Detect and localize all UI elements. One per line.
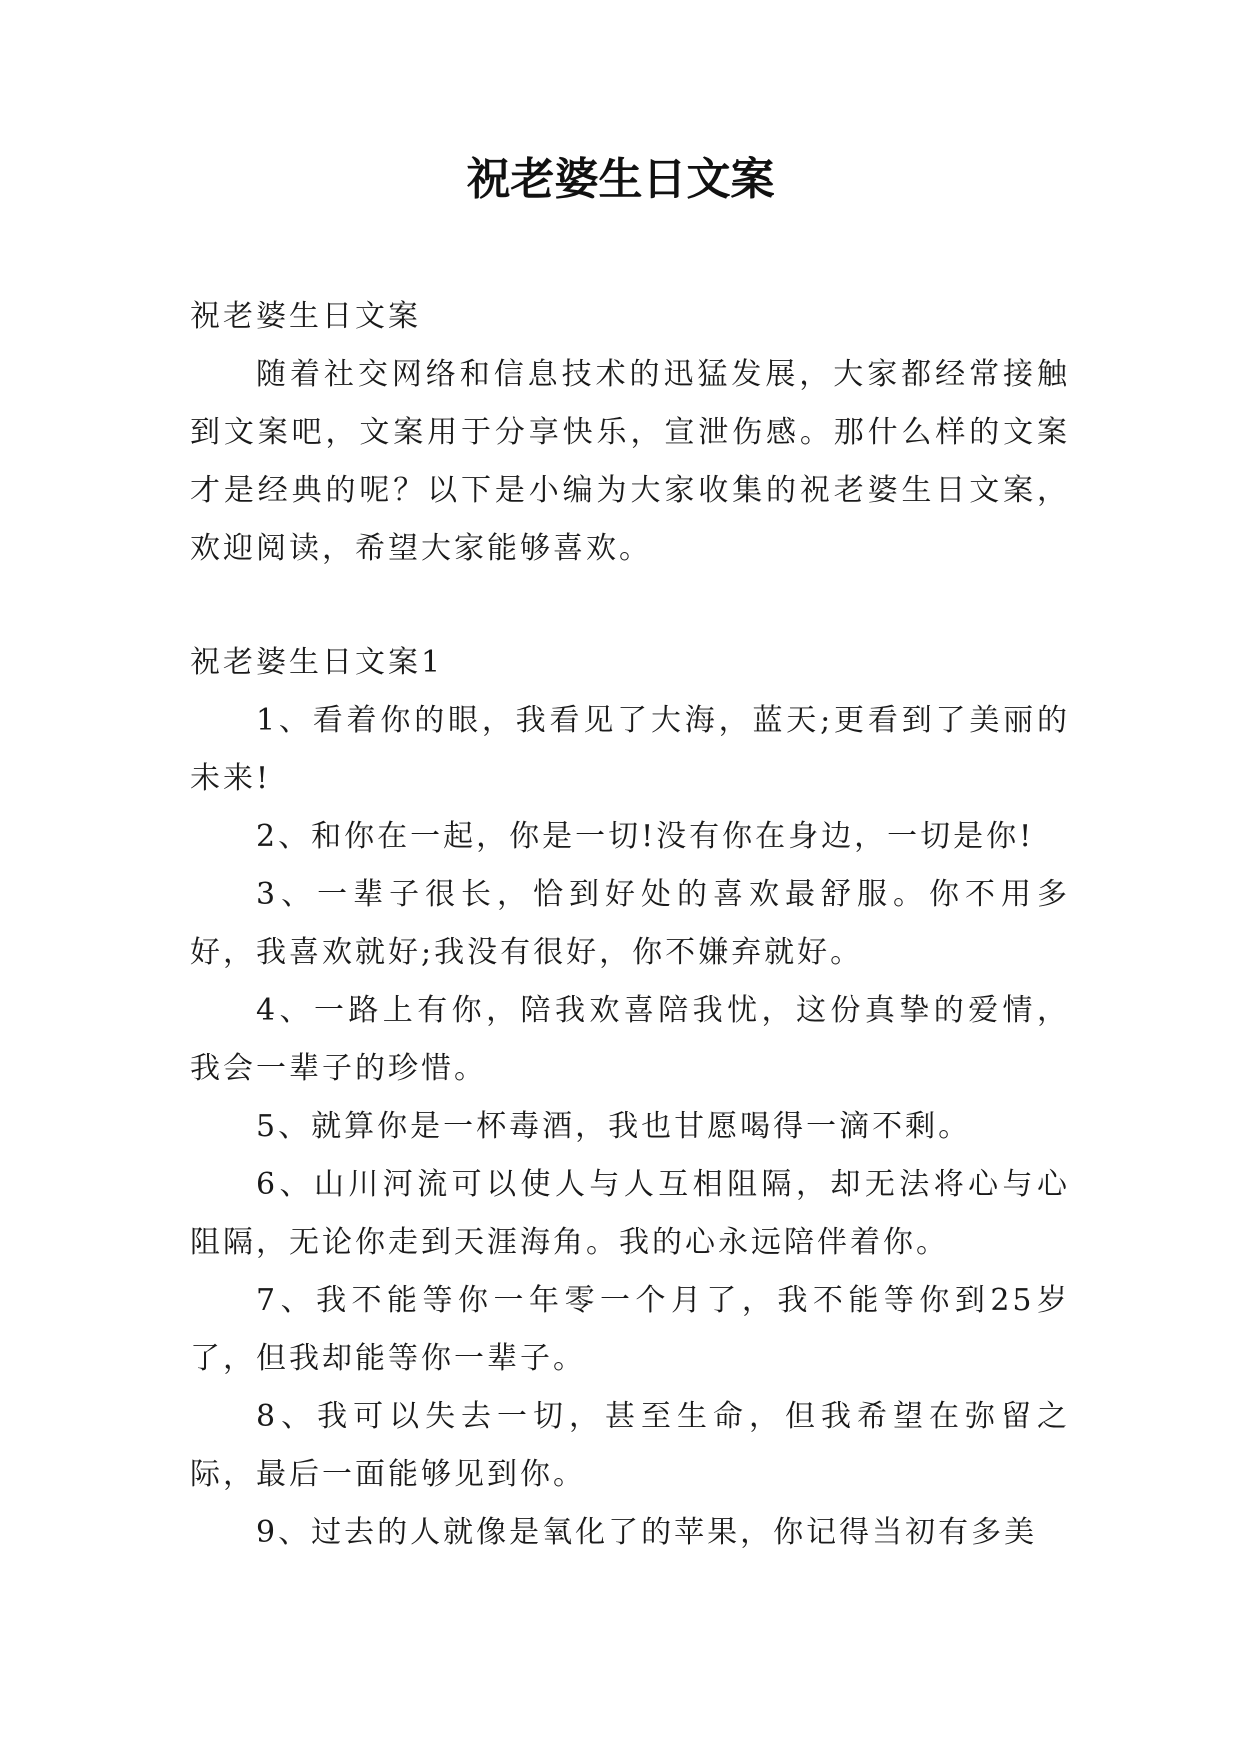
list-item: 7、我不能等你一年零一个月了，我不能等你到25岁了，但我却能等你一辈子。 <box>190 1283 1070 1376</box>
list-item: 5、就算你是一杯毒酒，我也甘愿喝得一滴不剩。 <box>256 1109 972 1144</box>
list-item: 1、看着你的眼，我看见了大海，蓝天;更看到了美丽的未来! <box>190 703 1070 796</box>
list-item: 8、我可以失去一切，甚至生命，但我希望在弥留之际，最后一面能够见到你。 <box>190 1399 1070 1492</box>
list-item: 6、山川河流可以使人与人互相阻隔，却无法将心与心阻隔，无论你走到天涯海角。我的心永远陪伴着你。 <box>190 1167 1070 1260</box>
list-item: 2、和你在一起，你是一切!没有你在身边，一切是你! <box>256 819 1035 854</box>
intro-heading: 祝老婆生日文案 <box>190 299 421 334</box>
list-item: 9、过去的人就像是氧化了的苹果，你记得当初有多美 <box>256 1515 1038 1550</box>
document-body <box>190 288 1070 1562</box>
intro-paragraph: 随着社交网络和信息技术的迅猛发展，大家都经常接触到文案吧，文案用于分享快乐，宣泄伤感。那什么样的文案才是经典的呢？以下是小编为大家收集的祝老婆生日文案，欢迎阅读，希望大家能够喜欢。 <box>190 357 1070 566</box>
section-spacer <box>190 578 1070 634</box>
list-item: 4、一路上有你，陪我欢喜陪我忧，这份真挚的爱情，我会一辈子的珍惜。 <box>190 993 1070 1086</box>
list-item: 3、一辈子很长，恰到好处的喜欢最舒服。你不用多好，我喜欢就好;我没有很好，你不嫌弃就好。 <box>190 877 1070 970</box>
section-heading: 祝老婆生日文案1 <box>190 645 444 680</box>
document-title: 祝老婆生日文案 <box>466 154 775 205</box>
